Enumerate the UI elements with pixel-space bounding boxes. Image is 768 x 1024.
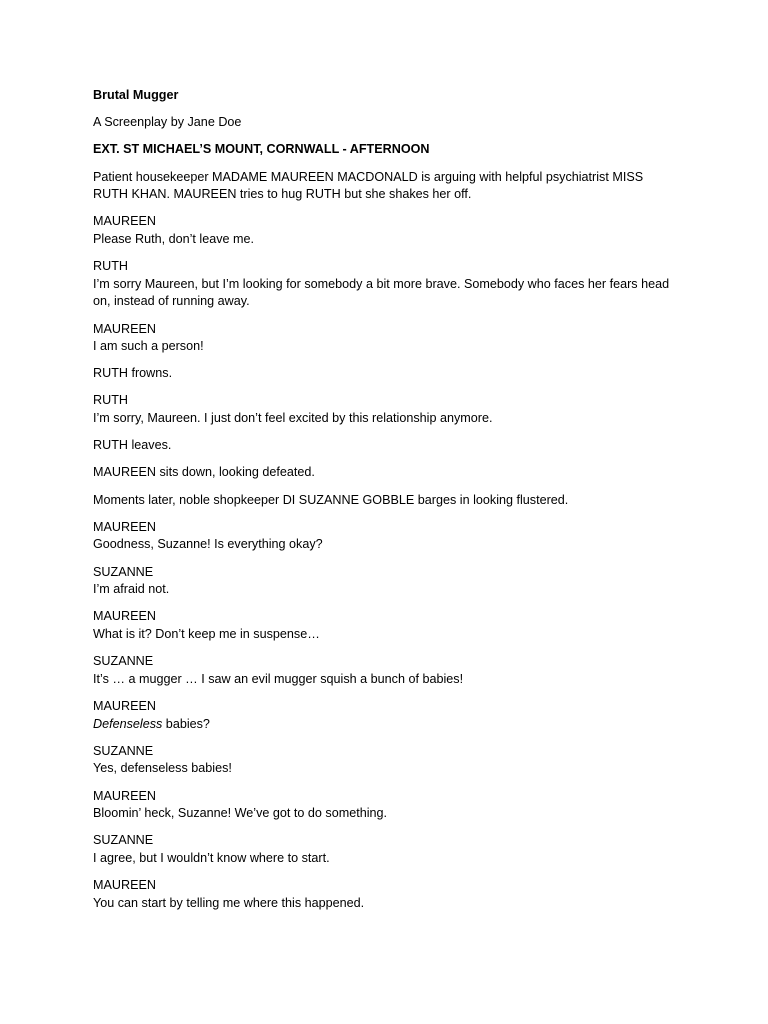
dialogue-block: [93, 213, 673, 248]
character-name: MAUREEN: [93, 788, 156, 803]
character-name: RUTH: [93, 393, 128, 408]
dialogue-block: [93, 832, 673, 867]
dialogue-line: I am such a person!: [93, 339, 204, 354]
dialogue-line: Bloomin’ heck, Suzanne! We’ve got to do something.: [93, 806, 388, 821]
dialogue-line: Yes, defenseless babies!: [93, 761, 232, 776]
dialogue-block: [93, 877, 673, 912]
screenplay-title: Brutal Mugger: [93, 88, 179, 102]
character-name: MAUREEN: [93, 609, 156, 624]
screenplay-page: [93, 87, 673, 922]
dialogue-line: What is it? Don’t keep me in suspense…: [93, 626, 320, 641]
dialogue-block: [93, 653, 673, 688]
byline: A Screenplay by Jane Doe: [93, 115, 242, 130]
dialogue-line: I agree, but I wouldn’t know where to start.: [93, 850, 330, 865]
dialogue-line: I’m sorry, Maureen. I just don’t feel excited by this relationship anymore.: [93, 411, 493, 426]
dialogue-line: Goodness, Suzanne! Is everything okay?: [93, 537, 323, 552]
dialogue-block: [93, 743, 673, 778]
dialogue-block: [93, 788, 673, 823]
character-name: MAUREEN: [93, 878, 156, 893]
dialogue-line: It’s … a mugger … I saw an evil mugger squish a bunch of babies!: [93, 671, 464, 686]
character-name: SUZANNE: [93, 833, 154, 848]
dialogue-line: Please Ruth, don’t leave me.: [93, 231, 255, 246]
character-name: SUZANNE: [93, 564, 154, 579]
dialogue-block: [93, 564, 673, 599]
dialogue-line: I’m sorry Maureen, but I’m looking for somebody a bit more brave. Somebody who faces her fears head on, instead of running away.: [93, 276, 670, 309]
character-name: MAUREEN: [93, 698, 156, 713]
dialogue-block: [93, 519, 673, 554]
dialogue-line-rest: babies?: [162, 716, 210, 731]
action-line: MAUREEN sits down, looking defeated.: [93, 465, 315, 480]
action-line: RUTH frowns.: [93, 366, 173, 381]
dialogue-block: [93, 608, 673, 643]
character-name: RUTH: [93, 259, 128, 274]
dialogue-block: [93, 392, 673, 427]
character-name: MAUREEN: [93, 214, 156, 229]
scene-heading: EXT. ST MICHAEL’S MOUNT, CORNWALL - AFTERNOON: [93, 142, 430, 157]
emphasized-word: Defenseless: [93, 716, 163, 731]
action-line: Moments later, noble shopkeeper DI SUZANNE GOBBLE barges in looking flustered.: [93, 492, 569, 507]
dialogue-line: You can start by telling me where this happened.: [93, 895, 365, 910]
action-line: RUTH leaves.: [93, 438, 172, 453]
dialogue-block: [93, 698, 673, 733]
dialogue-block: [93, 321, 673, 356]
character-name: MAUREEN: [93, 321, 156, 336]
character-name: SUZANNE: [93, 743, 154, 758]
character-name: SUZANNE: [93, 654, 154, 669]
dialogue-block: [93, 258, 673, 311]
dialogue-line: [93, 716, 673, 734]
dialogue-line: I’m afraid not.: [93, 582, 170, 597]
action-line: Patient housekeeper MADAME MAUREEN MACDONALD is arguing with helpful psychiatrist MISS RUTH KHAN. MAUREEN tries to hug RUTH but she shakes her off.: [93, 169, 644, 202]
character-name: MAUREEN: [93, 519, 156, 534]
